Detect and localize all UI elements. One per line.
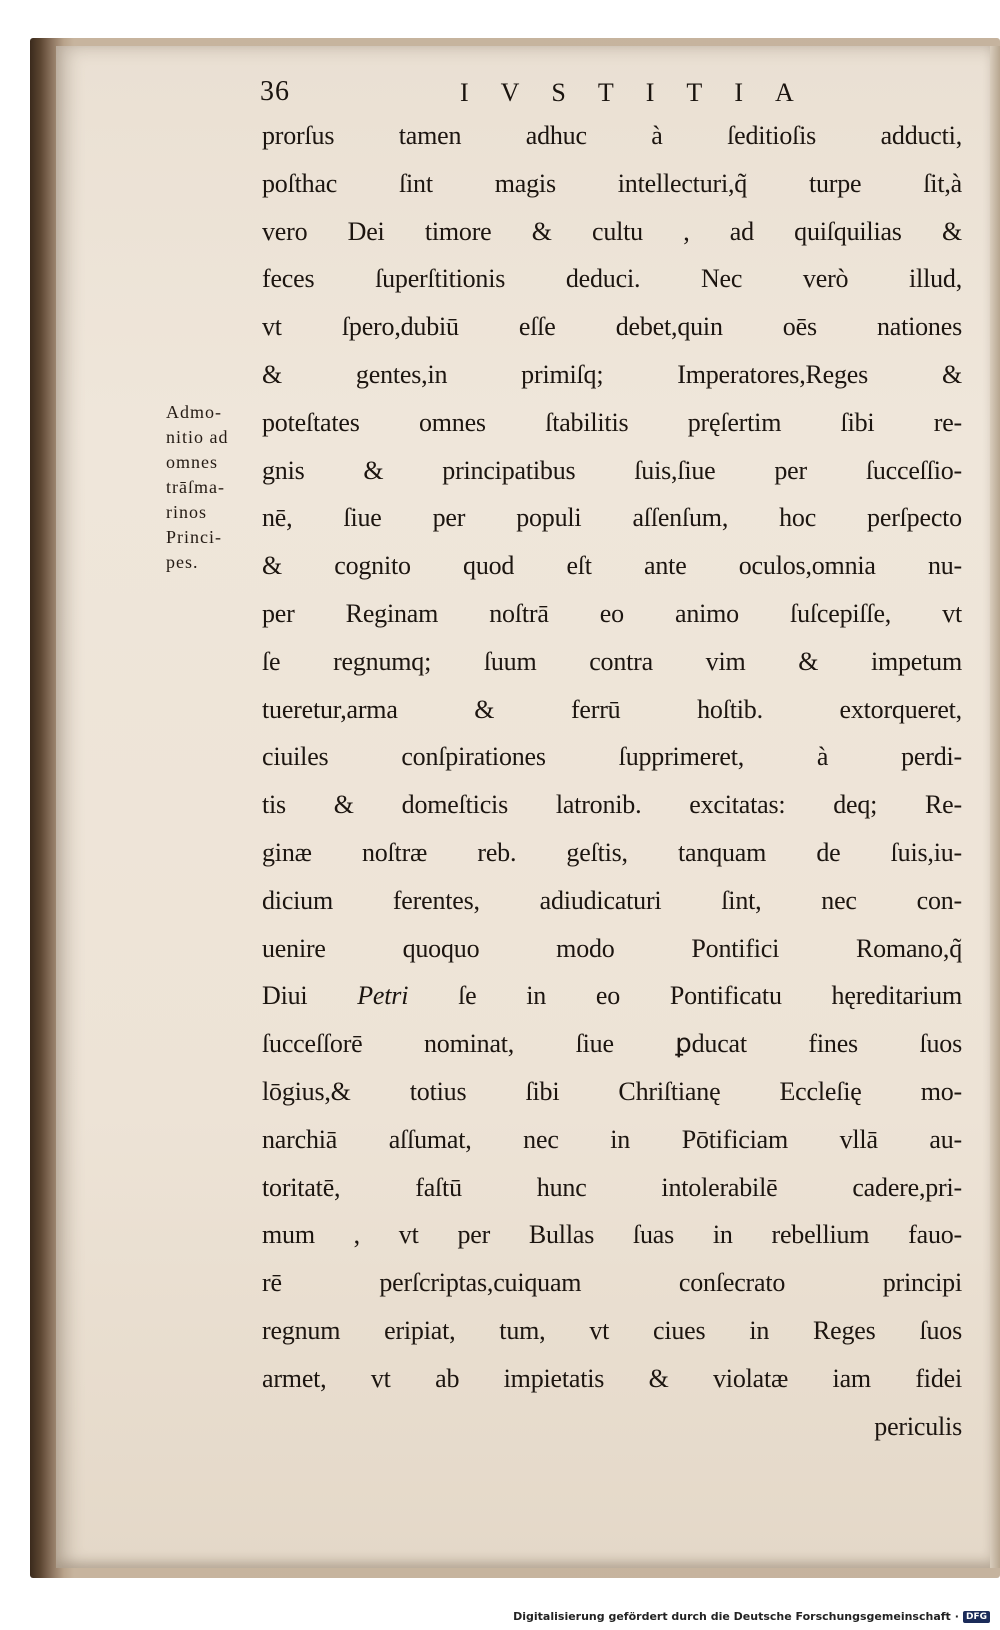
body-line: gnis & principatibus ſuis,ſiue per ſucceſſio- [262,455,962,485]
body-line: poteſtates omnes ſtabilitis pręſertim ſibi re- [262,407,962,437]
body-line: rē perſcriptas,cuiquam conſecrato principi [262,1268,962,1298]
body-line: poſthac ſint magis intellecturi,q̃ turpe ſit,à [262,168,962,198]
body-line: regnum eripiat, tum, vt ciues in Reges ſuos [262,1315,962,1345]
page-number: 36 [260,76,290,107]
body-line: per Reginam noſtrā eo animo ſuſcepiſſe, vt [262,598,962,628]
body-line: ciuiles conſpirationes ſupprimeret, à perdi- [262,742,962,772]
marginal-note-line: Princi- [166,527,222,547]
marginal-note-line: pes. [166,552,199,572]
body-line: ginæ noſtræ reb. geſtis, tanquam de ſuis,iu- [262,837,962,867]
italic-name: Petri [357,981,409,1011]
page-header [260,76,960,116]
marginal-note [166,400,261,575]
body-line: dicium ferentes, adiudicaturi ſint, nec con- [262,885,962,915]
body-line: narchiā aſſumat, nec in Pōtificiam vllā au- [262,1124,962,1154]
body-line: mum , vt per Bullas ſuas in rebellium fauo- [262,1220,962,1250]
body-line: & cognito quod eſt ante oculos,omnia nu- [262,551,962,581]
body-line: Diui Petri ſe in eo Pontificatu hęreditarium [262,981,962,1011]
digitization-credit: Digitalisierung gefördert durch die Deutsche Forschungsgemeinschaft · DFG [513,1610,990,1623]
body-line: prorſus tamen adhuc à ſeditioſis adducti, [262,121,962,150]
body-line: ſucceſſorē nominat, ſiue ꝑducat fines ſuos [262,1029,962,1059]
body-line: nē, ſiue per populi aſſenſum, hoc perſpecto [262,503,962,533]
body-line: ſe regnumq; ſuum contra vim & impetum [262,646,962,676]
marginal-note-line: trāſma- [166,477,225,497]
body-line: toritatē, faſtū hunc intolerabilē cadere,pri- [262,1172,962,1202]
body-line: vero Dei timore & cultu , ad quiſquilias & [262,216,962,246]
body-text [262,112,962,1450]
credit-text: Digitalisierung gefördert durch die Deutsche Forschungsgemeinschaft [513,1610,951,1623]
dfg-logo-icon: DFG [963,1611,990,1623]
body-line: & gentes,in primiſq; Imperatores,Reges & [262,359,962,389]
body-line: vt ſpero,dubiū eſſe debet,quin oēs nationes [262,312,962,342]
running-head: IVSTITIA [460,78,826,107]
body-line: tis & domeſticis latronib. excitatas: deq; Re- [262,790,962,820]
body-line: feces ſuperſtitionis deduci. Nec verò illud, [262,264,962,294]
body-line: periculis [874,1411,962,1441]
body-line: uenire quoquo modo Pontifici Romano,q̃ [262,933,962,963]
body-line: tueretur,arma & ferrū hoſtib. extorqueret, [262,694,962,724]
marginal-note-line: rinos [166,502,207,522]
marginal-note-line: Admo- [166,402,222,422]
marginal-note-line: nitio ad [166,427,229,447]
body-line: lōgius,& totius ſibi Chriſtianę Eccleſię mo- [262,1076,962,1106]
marginal-note-line: omnes [166,452,218,472]
body-line: armet, vt ab impietatis & violatæ iam fidei [262,1363,962,1393]
page-right-edge [990,46,1000,1568]
